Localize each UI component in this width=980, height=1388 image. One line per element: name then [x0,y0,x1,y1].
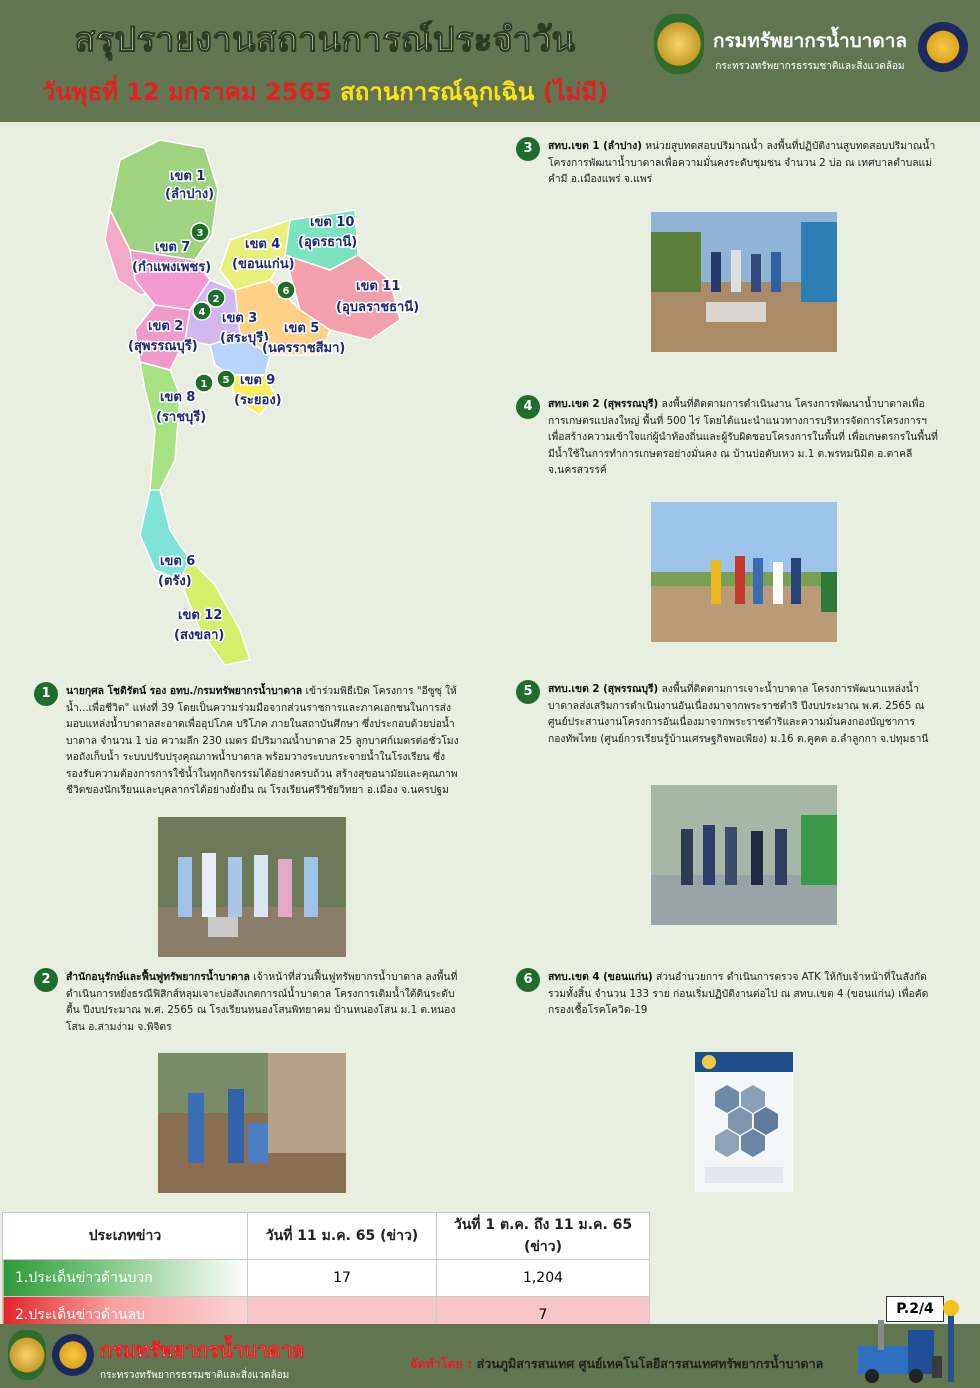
footer-org-name: กรมทรัพยากรน้ำบาดาล [100,1338,305,1362]
zone-7-name: (กำแพงเพชร) [132,260,212,275]
zone-4-name: (ขอนแก่น) [232,257,295,272]
item-2-number: 2 [34,968,58,992]
item-2-lead: สำนักอนุรักษ์และฟื้นฟูทรัพยากรน้ำบาดาล [66,971,250,983]
zone-2-name: (สุพรรณบุรี) [128,339,198,354]
item-4-photo [651,502,837,642]
header-org-name: กรมทรัพยากรน้ำบาดาล [712,30,908,52]
page-number: P.2/4 [886,1296,944,1322]
emergency-status: (ไม่มี) [542,78,609,106]
col-range: วันที่ 1 ต.ค. ถึง 11 ม.ค. 65 (ข่าว) [437,1213,650,1260]
report-date: วันพุธที่ 12 มกราคม 2565 [41,78,332,106]
department-seal-icon [918,22,968,72]
ministry-emblem-icon [654,14,704,74]
col-day: วันที่ 11 ม.ค. 65 (ข่าว) [248,1213,437,1260]
thailand-zone-map [100,130,420,670]
zone-11-label: เขต 11 [356,279,401,294]
news-item-3 [548,138,944,188]
col-news-type: ประเภทข่าว [3,1213,248,1260]
item-1-number: 1 [34,682,58,706]
zone-7-label: เขต 7 [155,240,191,255]
stats-header-row [3,1213,650,1260]
zone-10-name: (อุดรธานี) [298,235,358,250]
footer-credit-text: ส่วนภูมิสารสนเทศ ศูนย์เทคโนโลยีสารสนเทศทรัพยากรน้ำบาดาล [472,1356,824,1371]
map-marker-5-label: 5 [222,375,230,386]
header-ministry-name: กระทรวงทรัพยากรธรรมชาติและสิ่งแวดล้อม [715,61,905,72]
item-4-lead: สทบ.เขต 2 (สุพรรณบุรี) [548,398,659,410]
zone-9-label: เขต 9 [240,373,276,388]
item-3-lead: สทบ.เขต 1 (ลำปาง) [548,140,642,152]
footer-ministry-emblem-icon [8,1330,46,1380]
zone-4-label: เขต 4 [245,237,281,252]
positive-label: 1.ประเด็นข่าวด้านบวก [3,1260,248,1297]
news-item-4 [548,396,944,479]
page-title: สรุปรายงานสถานการณ์ประจำวัน [74,20,576,60]
item-3-photo [651,212,837,352]
news-item-5 [548,681,944,747]
item-2-photo [158,1053,346,1193]
item-4-body: ลงพื้นที่ติดตามการดำเนินงาน โครงการพัฒนาน้ำบาดาลเพื่อการเกษตรแปลงใหญ่ พื้นที่ 500 ไร่ โดยได้แนะนำแนวทางการบริหารจัดการโครงการฯ เพื่อสร้างความเข้าใจแก่ผู้นำท้องถิ่นและผู้รับผิดชอบโครงการในพื้นที่ เพื่อเกษตรกรในพื้นที่มีน้ำใช้ในการทำการเกษตรอย่างมั่นคง ณ บ้านบ่อตับเหว ม.1 ต.พรหมนิมิต อ.ตาคลี จ.นครสวรรค์ [548,398,938,476]
map-marker-1-label: 1 [200,379,208,390]
item-6-lead: สทบ.เขต 4 (ขอนแก่น) [548,971,653,983]
item-6-body: ส่วนอำนวยการ ดำเนินการตรวจ ATK ให้กับเจ้าหน้าที่ในสังกัดรวมทั้งสิ้น จำนวน 133 ราย ก่อนเริ่มปฏิบัติงานต่อไป ณ สทบ.เขต 4 (ขอนแก่น) เพื่อคัดกรองเชื้อโรคโควิด-19 [548,971,929,1016]
header-org-box [710,26,910,74]
news-stats-table [2,1212,650,1334]
item-5-lead: สทบ.เขต 2 (สุพรรณบุรี) [548,683,659,695]
positive-total-count: 1,204 [437,1260,650,1297]
negative-label: 2.ประเด็นข่าวด้านลบ [3,1297,248,1334]
footer-ministry-name: กระทรวงทรัพยากรธรรมชาติและสิ่งแวดล้อม [100,1370,290,1381]
item-6-poster [695,1052,793,1192]
zone-8-name: (ราชบุรี) [156,410,207,425]
item-5-number: 5 [516,680,540,704]
zone-12-name: (สงขลา) [174,628,225,643]
footer-credit [410,1354,823,1374]
zone-2-label: เขต 2 [148,319,184,334]
map-marker-2-label: 2 [212,294,220,305]
item-3-number: 3 [516,137,540,161]
item-1-lead: นายกุศล โชติรัตน์ รอง อทบ./กรมทรัพยากรน้ำบาดาล [66,685,303,697]
stats-row-positive [3,1260,650,1297]
zone-8-label: เขต 8 [160,390,196,405]
zone-11-name: (อุบลราชธานี) [336,300,420,315]
item-5-body: ลงพื้นที่ติดตามการเจาะน้ำบาดาล โครงการพัฒนาแหล่งน้ำบาดาลส่งเสริมการดำเนินงานอันเนื่องมาจากพระราชดำริ ปีงบประมาณ พ.ศ. 2565 ณ ศูนย์ประสานงานโครงการอันเนื่องมาจากพระราชดำริและความมั่นคงกองบัญชาการกองทัพไทย (ศูนย์การเรียนรู้บ้านเศรษฐกิจพอเพียง) ม.16 ต.คูคต อ.ลำลูกกา จ.ปทุมธานี [548,683,929,745]
negative-total-count: 7 [437,1297,650,1334]
positive-day-count: 17 [248,1260,437,1297]
zone-6-name: (ตรัง) [158,574,192,589]
map-marker-4-label: 4 [198,307,206,318]
zone-3-label: เขต 3 [222,311,258,326]
map-marker-3-label: 3 [196,228,204,239]
item-5-photo [651,785,837,925]
news-item-6 [548,969,944,1019]
zone-9-name: (ระยอง) [234,393,282,408]
news-item-1 [66,683,460,799]
zone-10-label: เขต 10 [310,215,355,230]
map-marker-6-label: 6 [282,286,290,297]
news-item-2 [66,969,460,1035]
emergency-label: สถานการณ์ฉุกเฉิน [340,78,535,106]
page-subtitle [0,72,650,111]
zone-1-name: (ลำปาง) [165,187,215,202]
zone-12-label: เขต 12 [178,608,223,623]
zone-3-name: (สระบุรี) [220,331,270,346]
item-3-body: หน่วยสูบทดสอบปริมาณน้ำ ลงพื้นที่ปฏิบัติงานสูบทดสอบปริมาณน้ำ โครงการพัฒนาน้ำบาดาลเพื่อความมั่นคงระดับชุมชน จำนวน 2 บ่อ ณ เทศบาลตำบลแม่คำมี อ.เมืองแพร่ จ.แพร่ [548,140,936,185]
footer-org [100,1334,304,1383]
zone-5-name: (นครราชสีมา) [262,341,346,356]
zone-5-label: เขต 5 [284,321,320,336]
item-1-photo [158,817,346,957]
item-6-number: 6 [516,968,540,992]
zone-6-label: เขต 6 [160,554,196,569]
item-2-body: เจ้าหน้าที่ส่วนฟื้นฟูทรัพยากรน้ำบาดาล ลงพื้นที่ดำเนินการหยั่งธรณีฟิสิกส์หลุมเจาะบ่อสังเกตการณ์น้ำบาดาล โครงการเติมน้ำใต้ดินระดับตื้น ปีงบประมาณ พ.ศ. 2565 ณ โรงเรียนหนองโสนพิทยาคม บ้านหนองโสน ม.1 ต.หนองโสน อ.สามง่าม จ.พิจิตร [66,971,458,1033]
item-1-body: เข้าร่วมพิธีเปิด โครงการ "อีซูซุ ให้น้ำ...เพื่อชีวิต" แห่งที่ 39 โดยเป็นความร่วมมือจากส่วนราชการและภาคเอกชนในการส่งมอบแหล่งน้ำบาดาลสะอาดเพื่ออุปโภค บริโภค ภายในสถาบันศึกษา ซึ่งประกอบด้วยบ่อน้ำบาดาล จำนวน 1 บ่อ ความลึก 230 เมตร มีปริมาณน้ำบาดาล 25 ลูกบาศก์เมตรต่อชั่วโมง หอถังเก็บน้ำ ระบบปรับปรุงคุณภาพน้ำบาดาล พร้อมวางระบบกระจายน้ำในโรงเรียน ซึ่งรองรับความต้องการการใช้น้ำในทุกกิจกรรมได้อย่างครบถ้วน สร้างสุขอนามัยและคุณภาพชีวิตของนักเรียนและบุคลากรได้อย่างยั่งยืน ณ โรงเรียนศรีวิชัยวิทยา อ.เมือง จ.นครปฐม [66,685,459,796]
zone-1-label: เขต 1 [170,169,206,184]
footer-credit-label: จัดทำโดย : [410,1356,473,1371]
item-4-number: 4 [516,395,540,419]
drilling-truck-illustration [848,1300,978,1386]
footer-department-seal-icon [52,1334,94,1376]
